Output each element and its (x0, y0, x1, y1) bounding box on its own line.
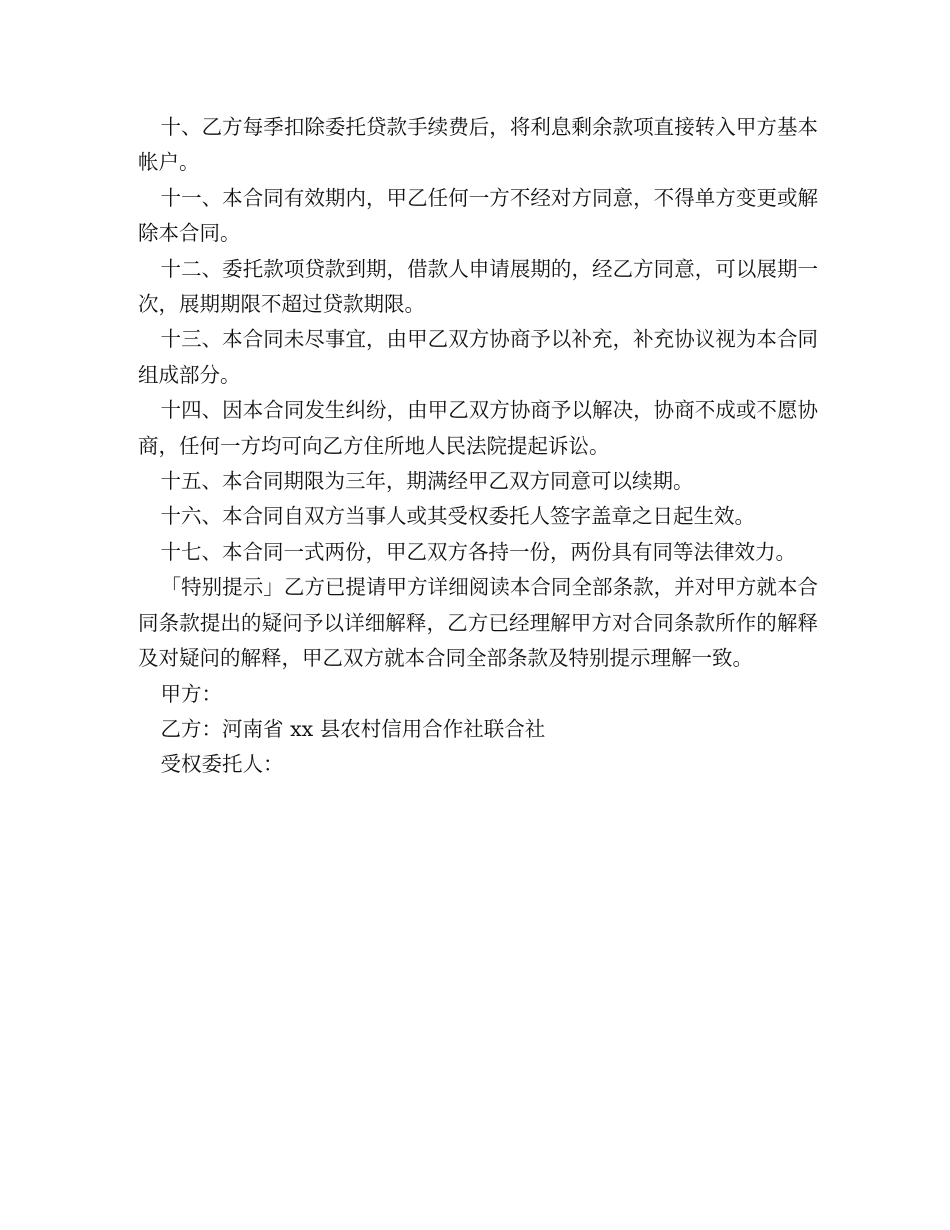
party-a-signature: 甲方： (160, 681, 223, 706)
contract-page (138, 110, 818, 783)
authorized-agent-signature: 受权委托人： (160, 752, 284, 777)
clause-10: 十、乙方每季扣除委托贷款手续费后，将利息剩余款项直接转入甲方基本帐户。 (138, 115, 818, 175)
clause-17: 十七、本合同一式两份，甲乙双方各持一份，两份具有同等法律效力。 (160, 539, 797, 564)
clause-11: 十一、本合同有效期内，甲乙任何一方不经对方同意，不得单方变更或解除本合同。 (138, 185, 818, 246)
clause-16: 十六、本合同自双方当事人或其受权委托人签字盖章之日起生效。 (160, 504, 756, 529)
clause-12: 十二、委托款项贷款到期，借款人申请展期的，经乙方同意，可以展期一次，展期期限不超过贷款期限。 (138, 256, 818, 317)
special-notice: 「特别提示」乙方已提请甲方详细阅读本合同全部条款，并对甲方就本合同条款提出的疑问予以详细解释，乙方已经理解甲方对合同条款所作的解释及对疑问的解释，甲乙双方就本合同全部条款及特别提示理解一致。 (138, 575, 818, 671)
clause-13: 十三、本合同未尽事宜，由甲乙双方协商予以补充，补充协议视为本合同组成部分。 (138, 327, 818, 387)
party-b-signature: 乙方：河南省 xx 县农村信用合作社联合社 (160, 716, 546, 741)
clause-15: 十五、本合同期限为三年，期满经甲乙双方同意可以续期。 (160, 469, 694, 494)
clause-14: 十四、因本合同发生纠纷，由甲乙双方协商予以解决，协商不成或不愿协商，任何一方均可向乙方住所地人民法院提起诉讼。 (138, 398, 818, 458)
